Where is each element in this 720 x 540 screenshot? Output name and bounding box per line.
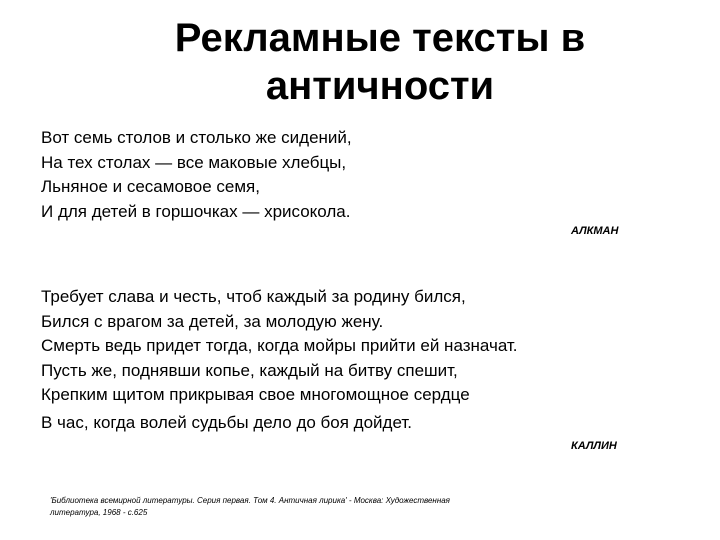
poem-line: Льняное и сесамовое семя,	[41, 177, 260, 196]
source-citation	[50, 495, 560, 519]
poem-line: Требует слава и честь, чтоб каждый за родину бился,	[41, 287, 466, 306]
source-citation-line-2: литература, 1968 - с.625	[50, 508, 148, 517]
poem-kallin-last-line	[41, 411, 412, 436]
source-citation-line-1: 'Библиотека всемирной литературы. Серия первая. Том 4. Античная лирика' - Москва: Художественная	[50, 496, 450, 505]
poem-line: Бился с врагом за детей, за молодую жену.	[41, 311, 384, 331]
poem-kallin	[41, 285, 518, 408]
page-title-line-1: Рекламные тексты в	[174, 16, 586, 60]
poem-line: Вот семь столов и столько же сидений,	[41, 128, 352, 147]
author-kallin: КАЛЛИН	[571, 440, 617, 452]
page-title	[100, 14, 660, 110]
poem-alkman	[41, 126, 352, 224]
page-title-line-2: античности	[265, 64, 495, 108]
poem-line: Пусть же, поднявши копье, каждый на битву спешит,	[41, 360, 458, 380]
poem-line: Смерть ведь придет тогда, когда мойры прийти ей назначат.	[41, 336, 518, 355]
poem-line: На тех столах — все маковые хлебцы,	[41, 152, 347, 172]
poem-line: В час, когда волей судьбы дело до боя дойдет.	[41, 413, 412, 432]
poem-line: И для детей в горшочках — хрисокола.	[41, 201, 351, 221]
poem-line: Крепким щитом прикрывая свое многомощное сердце	[41, 385, 470, 404]
author-alkman: АЛКМАН	[571, 225, 619, 237]
